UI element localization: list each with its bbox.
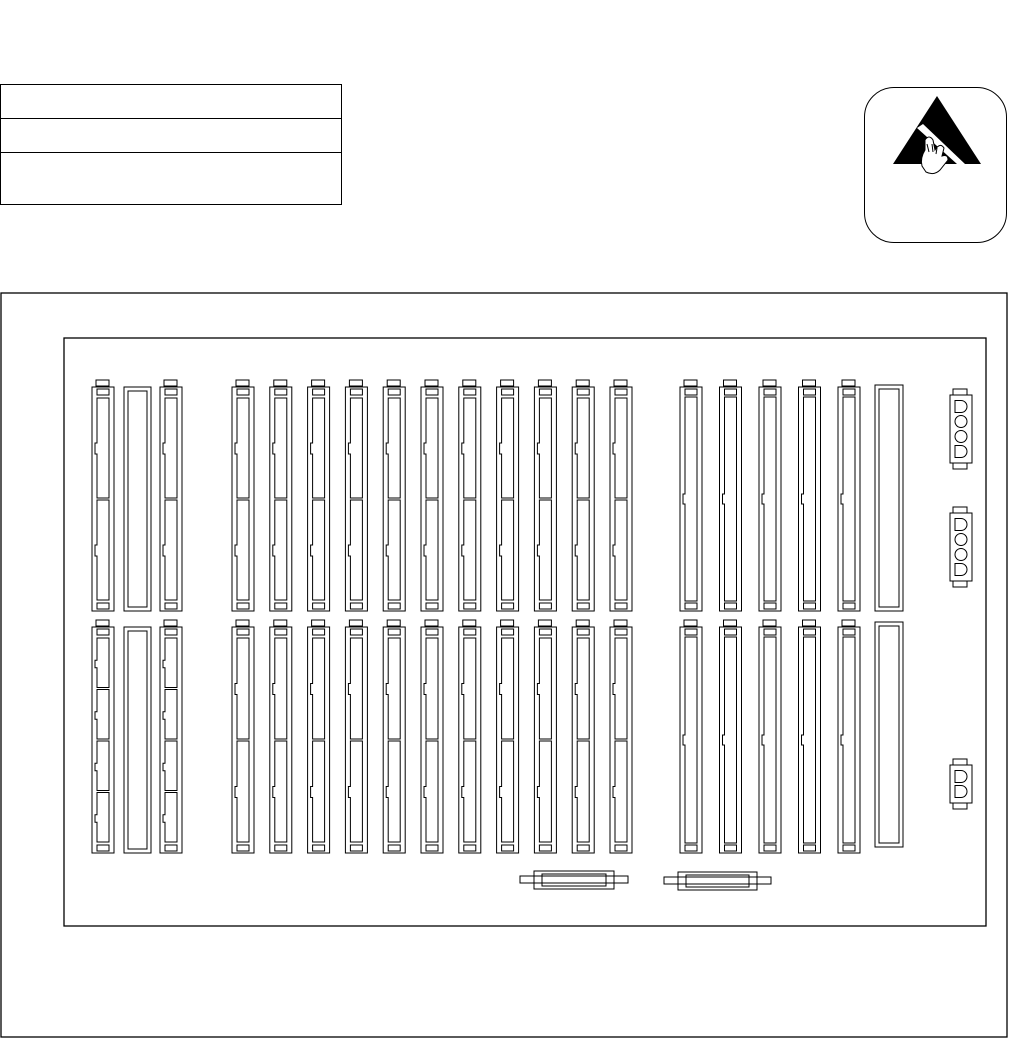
slot-channel xyxy=(348,398,362,498)
slot-top-latch xyxy=(725,629,737,635)
slot-tab xyxy=(684,620,697,626)
slot-top-latch xyxy=(843,389,855,395)
slot-channel xyxy=(802,397,816,601)
slot-tab xyxy=(803,380,816,386)
backplane-connector-icon xyxy=(124,627,151,853)
slot-tab xyxy=(538,620,551,626)
power-pin xyxy=(955,549,967,561)
slot-top-latch xyxy=(685,629,697,635)
slot-tab xyxy=(614,380,627,386)
slot-tab xyxy=(387,620,400,626)
slot-top-latch xyxy=(275,629,287,635)
power-tab xyxy=(953,759,967,765)
slot-bottom-latch xyxy=(615,845,627,851)
slot-bottom-latch xyxy=(502,845,514,851)
slot-top-latch xyxy=(350,389,362,395)
slot-segment xyxy=(95,638,109,688)
slot-top-latch xyxy=(685,389,697,395)
slot-tab xyxy=(576,380,589,386)
power-pin xyxy=(955,431,967,443)
slot-bottom-latch xyxy=(464,603,476,609)
slot-segment xyxy=(163,638,177,688)
slot-channel xyxy=(273,398,287,498)
slot-top-latch xyxy=(237,389,249,395)
slot-channel xyxy=(802,637,816,843)
slot-tab xyxy=(576,620,589,626)
slot-channel xyxy=(762,397,776,601)
card-slot-connector-icon xyxy=(92,380,114,611)
slot-segment xyxy=(163,741,177,791)
slot-bottom-latch xyxy=(843,603,855,609)
slot-bottom-latch xyxy=(237,603,249,609)
power-frame xyxy=(950,395,972,463)
slot-channel xyxy=(235,500,249,600)
slot-tab xyxy=(274,380,287,386)
slot-top-latch xyxy=(97,629,109,635)
slot-frame xyxy=(497,387,519,611)
slot-top-latch xyxy=(804,629,816,635)
slot-frame xyxy=(160,387,182,611)
slot-top-latch xyxy=(539,629,551,635)
slot-frame xyxy=(92,387,114,611)
slot-bottom-latch xyxy=(313,845,325,851)
slot-top-latch xyxy=(502,389,514,395)
slot-frame xyxy=(534,627,556,853)
power-pin xyxy=(955,534,967,546)
slot-top-latch xyxy=(426,389,438,395)
slot-bottom-latch xyxy=(426,845,438,851)
slot-tab xyxy=(803,620,816,626)
slot-frame xyxy=(345,387,367,611)
slot-channel xyxy=(537,500,551,600)
slot-tab xyxy=(236,620,249,626)
slot-frame xyxy=(610,627,632,853)
slot-bottom-latch xyxy=(388,603,400,609)
slot-bottom-latch xyxy=(237,845,249,851)
slot-channel xyxy=(613,638,627,739)
card-slot-connector-icon xyxy=(232,620,254,853)
power-pin xyxy=(955,771,967,783)
connector-inner xyxy=(879,626,899,843)
slot-channel xyxy=(95,500,109,600)
slot-bottom-latch xyxy=(97,845,109,851)
slot-top-latch xyxy=(350,629,362,635)
card-slot-connector-icon xyxy=(799,380,821,611)
slot-channel xyxy=(575,500,589,600)
slot-channel xyxy=(575,741,589,842)
slot-channel xyxy=(235,638,249,739)
connector-inner xyxy=(128,391,147,607)
slot-tab xyxy=(842,380,855,386)
slot-layer xyxy=(92,380,972,890)
slot-tab xyxy=(387,380,400,386)
slot-channel xyxy=(462,500,476,600)
slot-top-latch xyxy=(237,629,249,635)
slot-bottom-latch xyxy=(350,603,362,609)
slot-channel xyxy=(500,500,514,600)
slot-top-latch xyxy=(577,389,589,395)
card-slot-connector-icon xyxy=(270,380,292,611)
slot-frame xyxy=(459,627,481,853)
card-slot-connector-icon xyxy=(459,620,481,853)
slot-channel xyxy=(386,500,400,600)
card-slot-connector-icon xyxy=(534,620,556,853)
card-slot-connector-icon xyxy=(421,620,443,853)
slot-frame xyxy=(572,387,594,611)
card-slot-connector-icon xyxy=(308,380,330,611)
slot-frame xyxy=(497,627,519,853)
slot-tab xyxy=(349,620,362,626)
slot-tab xyxy=(724,380,737,386)
slot-tab xyxy=(538,380,551,386)
slot-top-latch xyxy=(615,389,627,395)
slot-channel xyxy=(683,637,697,843)
card-slot-connector-icon xyxy=(759,380,781,611)
backplane-connector-icon xyxy=(875,622,903,847)
slot-top-latch xyxy=(313,629,325,635)
slot-top-latch xyxy=(426,629,438,635)
power-tab xyxy=(953,581,967,587)
slot-tab xyxy=(763,380,776,386)
slot-frame xyxy=(232,387,254,611)
slot-top-latch xyxy=(577,629,589,635)
slot-bottom-latch xyxy=(97,603,109,609)
card-slot-connector-icon xyxy=(345,380,367,611)
slot-tab xyxy=(425,380,438,386)
slot-bottom-latch xyxy=(725,845,737,851)
slot-channel xyxy=(537,741,551,842)
power-pin xyxy=(955,401,967,413)
slot-bottom-latch xyxy=(539,845,551,851)
slot-channel xyxy=(462,741,476,842)
card-slot-connector-icon xyxy=(610,380,632,611)
slot-channel xyxy=(841,397,855,601)
card-slot-connector-icon xyxy=(572,380,594,611)
slot-frame xyxy=(345,627,367,853)
slot-channel xyxy=(424,638,438,739)
slot-channel xyxy=(841,637,855,843)
slot-channel xyxy=(235,741,249,842)
slot-frame xyxy=(610,387,632,611)
card-slot-connector-icon xyxy=(610,620,632,853)
card-slot-connector-icon xyxy=(838,620,860,853)
slot-frame xyxy=(383,627,405,853)
slot-bottom-latch xyxy=(764,845,776,851)
slot-top-latch xyxy=(539,389,551,395)
slot-top-latch xyxy=(843,629,855,635)
slot-channel xyxy=(348,500,362,600)
slot-tab xyxy=(312,620,325,626)
slot-bottom-latch xyxy=(685,845,697,851)
slot-top-latch xyxy=(97,389,109,395)
card-slot-connector-icon xyxy=(232,380,254,611)
backplane-board xyxy=(64,338,986,926)
card-slot-connector-icon xyxy=(680,380,702,611)
slot-top-latch xyxy=(615,629,627,635)
slot-bottom-latch xyxy=(165,845,177,851)
slot-top-latch xyxy=(464,629,476,635)
slot-tab xyxy=(684,380,697,386)
slot-channel xyxy=(613,398,627,498)
card-slot-connector-icon xyxy=(720,380,742,611)
slot-channel xyxy=(537,638,551,739)
slot-bottom-latch xyxy=(764,603,776,609)
slot-top-latch xyxy=(388,389,400,395)
slot-tab xyxy=(463,380,476,386)
power-pin xyxy=(955,564,967,576)
slot-tab xyxy=(501,620,514,626)
slot-tab xyxy=(96,620,109,626)
connector-inner xyxy=(879,389,899,607)
slot-bottom-latch xyxy=(843,845,855,851)
ribbon-cable-connector-icon xyxy=(520,871,628,889)
slot-channel xyxy=(500,398,514,498)
slot-bottom-latch xyxy=(502,603,514,609)
slot-frame xyxy=(270,387,292,611)
slot-top-latch xyxy=(804,389,816,395)
power-pin xyxy=(955,416,967,428)
slot-frame xyxy=(232,627,254,853)
slot-bottom-latch xyxy=(165,603,177,609)
slot-channel xyxy=(424,741,438,842)
backplane-connector-icon xyxy=(875,385,903,611)
slot-channel xyxy=(424,398,438,498)
slot-tab xyxy=(274,620,287,626)
power-tab xyxy=(953,507,967,513)
slot-tab xyxy=(164,380,177,386)
power-connector-icon xyxy=(950,389,972,469)
slot-bottom-latch xyxy=(388,845,400,851)
slot-channel xyxy=(762,637,776,843)
ribbon-flange xyxy=(520,876,628,883)
card-slot-connector-icon xyxy=(160,620,182,853)
slot-segment xyxy=(95,690,109,740)
slot-frame xyxy=(421,387,443,611)
card-slot-connector-icon xyxy=(308,620,330,853)
slot-channel xyxy=(537,398,551,498)
slot-segment xyxy=(163,690,177,740)
slot-tab xyxy=(614,620,627,626)
slot-frame xyxy=(308,627,330,853)
slot-frame xyxy=(383,387,405,611)
slot-tab xyxy=(96,380,109,386)
slot-channel xyxy=(723,637,737,843)
slot-segment xyxy=(95,741,109,791)
card-slot-connector-icon xyxy=(383,380,405,611)
slot-channel xyxy=(424,500,438,600)
card-slot-connector-icon xyxy=(160,380,182,611)
power-tab xyxy=(953,803,967,809)
slot-top-latch xyxy=(165,629,177,635)
slot-channel xyxy=(163,500,177,600)
slot-channel xyxy=(575,638,589,739)
slot-channel xyxy=(348,638,362,739)
card-slot-connector-icon xyxy=(459,380,481,611)
power-pin xyxy=(955,446,967,458)
slot-channel xyxy=(311,398,325,498)
slot-bottom-latch xyxy=(577,845,589,851)
slot-channel xyxy=(386,398,400,498)
slot-top-latch xyxy=(725,389,737,395)
card-slot-connector-icon xyxy=(799,620,821,853)
slot-tab xyxy=(724,620,737,626)
power-connector-icon xyxy=(950,507,972,587)
slot-channel xyxy=(723,397,737,601)
slot-frame xyxy=(459,387,481,611)
slot-channel xyxy=(273,741,287,842)
slot-tab xyxy=(463,620,476,626)
card-slot-connector-icon xyxy=(383,620,405,853)
slot-bottom-latch xyxy=(313,603,325,609)
card-slot-connector-icon xyxy=(838,380,860,611)
slot-bottom-latch xyxy=(426,603,438,609)
slot-top-latch xyxy=(313,389,325,395)
slot-top-latch xyxy=(388,629,400,635)
card-slot-connector-icon xyxy=(572,620,594,853)
slot-channel xyxy=(311,500,325,600)
slot-channel xyxy=(348,741,362,842)
slot-bottom-latch xyxy=(804,603,816,609)
slot-bottom-latch xyxy=(577,603,589,609)
slot-channel xyxy=(575,398,589,498)
slot-channel xyxy=(500,638,514,739)
slot-channel xyxy=(613,500,627,600)
slot-channel xyxy=(311,638,325,739)
slot-tab xyxy=(236,380,249,386)
slot-channel xyxy=(311,741,325,842)
slot-tab xyxy=(164,620,177,626)
slot-bottom-latch xyxy=(615,603,627,609)
power-tab xyxy=(953,463,967,469)
slot-channel xyxy=(462,398,476,498)
slot-channel xyxy=(95,398,109,498)
slot-channel xyxy=(386,741,400,842)
backplane-connector-icon xyxy=(124,387,151,611)
power-tab xyxy=(953,389,967,395)
slot-tab xyxy=(425,620,438,626)
slot-segment xyxy=(163,793,177,843)
slot-frame xyxy=(270,627,292,853)
slot-channel xyxy=(163,398,177,498)
card-slot-connector-icon xyxy=(92,620,114,853)
power-pin xyxy=(955,519,967,531)
slot-tab xyxy=(763,620,776,626)
card-slot-connector-icon xyxy=(720,620,742,853)
slot-channel xyxy=(386,638,400,739)
card-slot-connector-icon xyxy=(759,620,781,853)
slot-bottom-latch xyxy=(685,603,697,609)
slot-bottom-latch xyxy=(725,603,737,609)
slot-frame xyxy=(572,627,594,853)
slot-bottom-latch xyxy=(275,845,287,851)
slot-tab xyxy=(842,620,855,626)
ribbon-flange xyxy=(664,877,771,884)
slot-tab xyxy=(501,380,514,386)
slot-top-latch xyxy=(464,389,476,395)
slot-frame xyxy=(534,387,556,611)
slot-channel xyxy=(273,638,287,739)
power-pin xyxy=(955,786,967,798)
card-slot-connector-icon xyxy=(421,380,443,611)
slot-channel xyxy=(235,398,249,498)
power-frame xyxy=(950,513,972,581)
slot-channel xyxy=(500,741,514,842)
slot-frame xyxy=(308,387,330,611)
slot-bottom-latch xyxy=(350,845,362,851)
slot-frame xyxy=(421,627,443,853)
slot-tab xyxy=(349,380,362,386)
card-slot-connector-icon xyxy=(534,380,556,611)
slot-channel xyxy=(613,741,627,842)
slot-channel xyxy=(683,397,697,601)
slot-top-latch xyxy=(275,389,287,395)
slot-bottom-latch xyxy=(539,603,551,609)
card-slot-connector-icon xyxy=(497,380,519,611)
power-connector-icon xyxy=(950,759,972,809)
slot-channel xyxy=(273,500,287,600)
card-slot-connector-icon xyxy=(345,620,367,853)
slot-top-latch xyxy=(502,629,514,635)
slot-top-latch xyxy=(165,389,177,395)
slot-bottom-latch xyxy=(275,603,287,609)
card-slot-connector-icon xyxy=(680,620,702,853)
slot-channel xyxy=(462,638,476,739)
card-slot-connector-icon xyxy=(270,620,292,853)
slot-bottom-latch xyxy=(464,845,476,851)
ribbon-cable-connector-icon xyxy=(664,872,771,890)
slot-top-latch xyxy=(764,389,776,395)
slot-top-latch xyxy=(764,629,776,635)
card-slot-connector-icon xyxy=(497,620,519,853)
connector-inner xyxy=(128,631,147,849)
slot-tab xyxy=(312,380,325,386)
slot-bottom-latch xyxy=(804,845,816,851)
slot-segment xyxy=(95,793,109,843)
